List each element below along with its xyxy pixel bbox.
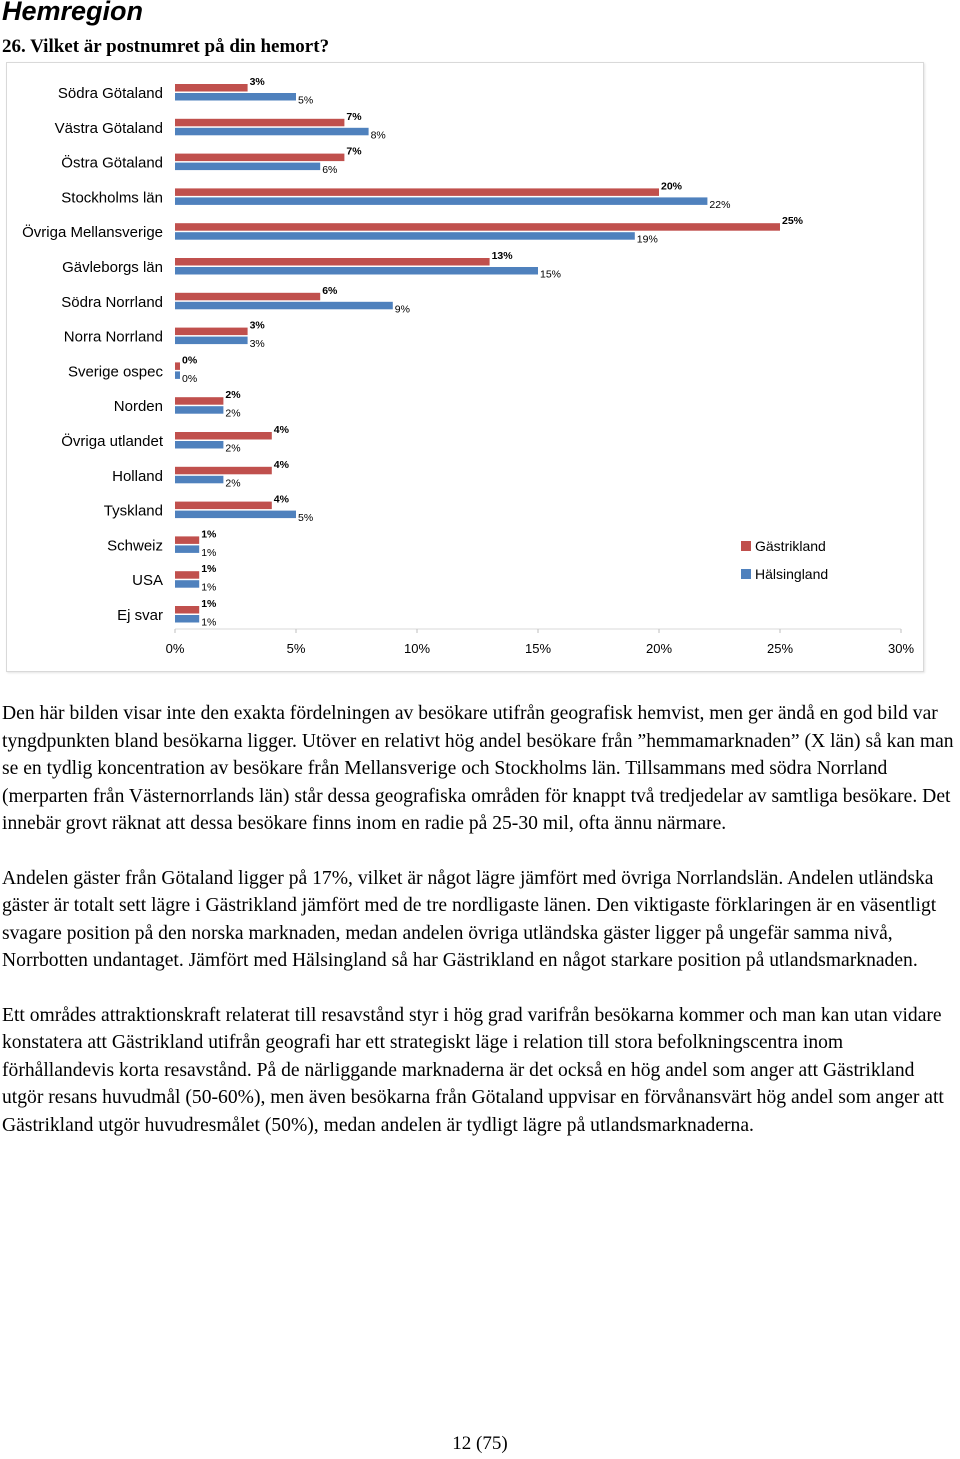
bar-halsingland [175, 441, 223, 449]
bar-gastrikland [175, 397, 223, 405]
data-label-gastrikland: 13% [491, 250, 513, 262]
category-label: Norden [113, 398, 163, 416]
data-label-gastrikland: 2% [225, 389, 241, 402]
data-label-halsingland: 6% [322, 164, 338, 177]
legend-swatch-gastrikland [741, 541, 751, 551]
category-label: Östra Götaland [61, 154, 163, 172]
category-label: Gävleborgs län [62, 259, 163, 276]
bar-gastrikland [175, 502, 272, 510]
bar-gastrikland [175, 328, 248, 336]
bar-halsingland [175, 93, 296, 101]
legend-swatch-halsingland [741, 569, 751, 579]
bar-gastrikland [175, 223, 780, 231]
x-tick-label: 0% [165, 641, 185, 656]
data-label-halsingland: 2% [225, 477, 241, 490]
category-label: Schweiz [107, 537, 163, 555]
data-label-gastrikland: 0% [182, 354, 198, 367]
x-tick-label: 10% [403, 641, 431, 656]
category-label: Övriga utlandet [61, 433, 163, 450]
bar-gastrikland [175, 154, 344, 162]
bar-gastrikland [175, 571, 199, 579]
data-label-halsingland: 15% [540, 268, 562, 281]
data-label-halsingland: 9% [394, 303, 410, 316]
data-label-gastrikland: 7% [346, 110, 362, 123]
bar-halsingland [175, 302, 393, 310]
x-tick-label: 25% [766, 641, 794, 656]
bar-gastrikland [175, 536, 199, 544]
category-label: Ej svar [117, 607, 163, 624]
data-label-halsingland: 2% [225, 442, 241, 455]
bar-halsingland [175, 476, 223, 484]
bar-halsingland [175, 511, 296, 518]
x-tick-label: 5% [286, 641, 306, 656]
bar-gastrikland [175, 84, 248, 92]
page-title: Hemregion [2, 0, 144, 26]
data-label-halsingland: 3% [249, 338, 265, 351]
bar-gastrikland [175, 188, 659, 196]
category-label: Södra Götaland [57, 85, 163, 102]
category-label: Holland [112, 467, 163, 485]
bar-gastrikland [175, 362, 180, 370]
data-label-gastrikland: 1% [201, 528, 217, 541]
data-label-gastrikland: 3% [249, 76, 265, 88]
category-label: Södra Norrland [61, 293, 163, 311]
data-label-halsingland: 8% [370, 129, 386, 142]
page-number: 12 (75) [452, 1433, 508, 1454]
category-label: Sverige ospec [67, 363, 163, 381]
bar-gastrikland [175, 293, 320, 301]
data-label-halsingland: 1% [201, 546, 217, 559]
survey-question: 26. Vilket är postnumret på din hemort? [2, 36, 330, 57]
data-label-gastrikland: 1% [201, 563, 217, 576]
data-label-gastrikland: 4% [273, 424, 289, 436]
bar-chart [7, 63, 923, 671]
bar-halsingland [175, 615, 199, 623]
data-label-halsingland: 19% [636, 233, 658, 246]
data-label-gastrikland: 6% [322, 284, 338, 297]
data-label-gastrikland: 20% [661, 180, 683, 193]
body-text [2, 700, 960, 1166]
paragraph-3: Ett områdes attraktionskraft relaterat till resavstånd styr i hög grad varifrån besökarna kommer och man kan utan vidare konstatera att Gästrikland utifrån geografi har ett strategiskt läge i relation till stora befolkningscentra inom förhållandevis korta resavstånd. På de närliggande marknaderna är det också en hög andel som anger att Gästrikland utgör resans huvudmål (50-60%), men även besökarna från Götaland uppvisar en förvånansvärt hög andel som anger att Gästrikland utgör huvudresmålet (50%), medan andelen är tydligt lägre på utlandsmarknaderna. [2, 1004, 944, 1136]
bar-halsingland [175, 545, 199, 553]
data-label-halsingland: 2% [225, 407, 241, 420]
category-label: Tyskland [103, 502, 163, 520]
x-tick-label: 15% [524, 641, 552, 656]
data-label-gastrikland: 4% [273, 493, 289, 506]
legend-label-gastrikland: Gästrikland [755, 538, 826, 554]
data-label-gastrikland: 1% [201, 598, 217, 610]
bar-halsingland [175, 580, 199, 588]
data-label-halsingland: 1% [201, 616, 217, 629]
category-label: USA [132, 572, 163, 590]
data-label-halsingland: 22% [709, 198, 731, 211]
bar-gastrikland [175, 432, 272, 440]
bar-halsingland [175, 128, 369, 136]
bar-halsingland [175, 267, 538, 275]
bar-halsingland [175, 406, 223, 414]
data-label-gastrikland: 7% [346, 145, 362, 158]
bar-halsingland [175, 163, 320, 171]
bar-gastrikland [175, 258, 490, 266]
data-label-halsingland: 5% [298, 94, 314, 107]
bar-halsingland [175, 232, 635, 240]
x-tick-label: 30% [887, 641, 915, 656]
bar-gastrikland [175, 606, 199, 614]
x-tick-label: 20% [645, 641, 673, 656]
bar-halsingland [175, 197, 707, 205]
data-label-gastrikland: 3% [249, 319, 265, 332]
data-label-gastrikland: 25% [782, 215, 804, 228]
data-label-halsingland: 1% [201, 581, 217, 594]
paragraph-1: Den här bilden visar inte den exakta fördelningen av besökare utifrån geografisk hemvist, men ger ändå en god bild var tyngdpunkten bland besökarna ligger. Utöver en relativt hög andel besökare från ”hemmamarknaden” (X län) så kan man se en tydlig koncentration av besökare från Mellansverige och Stockholms län. Tillsammans med södra Norrland (merparten från Västernorrlands län) står dessa geografiska områden för knappt två tredjedelar av samtliga besökare. Det innebär grovt räknat att dessa besökare finns inom en radie på 25-30 mil, ofta ännu närmare. [2, 703, 954, 834]
data-label-gastrikland: 4% [273, 458, 289, 471]
bar-gastrikland [175, 119, 344, 127]
bar-gastrikland [175, 467, 272, 475]
bar-halsingland [175, 371, 180, 379]
category-label: Stockholms län [61, 189, 163, 207]
data-label-halsingland: 5% [298, 512, 314, 525]
legend-label-halsingland: Hälsingland [755, 566, 829, 582]
data-label-halsingland: 0% [182, 372, 198, 385]
bar-halsingland [175, 337, 248, 345]
category-label: Västra Götaland [54, 119, 163, 137]
paragraph-2: Andelen gäster från Götaland ligger på 17%, vilket är något lägre jämfört med övriga Norrlandslän. Andelen utländska gäster är totalt sett lägre i Gästrikland jämfört med de tre nordligaste länen. Den viktigaste förklaringen är en väsentligt svagare position på den norska marknaden, medan andelen övriga utländska gäster ligger på ungefär samma nivå, Norrbotten undantaget. Jämfört med Hälsingland så har Gästrikland en något starkare position på utlandsmarknaden. [2, 867, 937, 971]
category-label: Övriga Mellansverige [22, 224, 163, 242]
category-label: Norra Norrland [63, 328, 163, 346]
chart-frame [6, 62, 924, 672]
